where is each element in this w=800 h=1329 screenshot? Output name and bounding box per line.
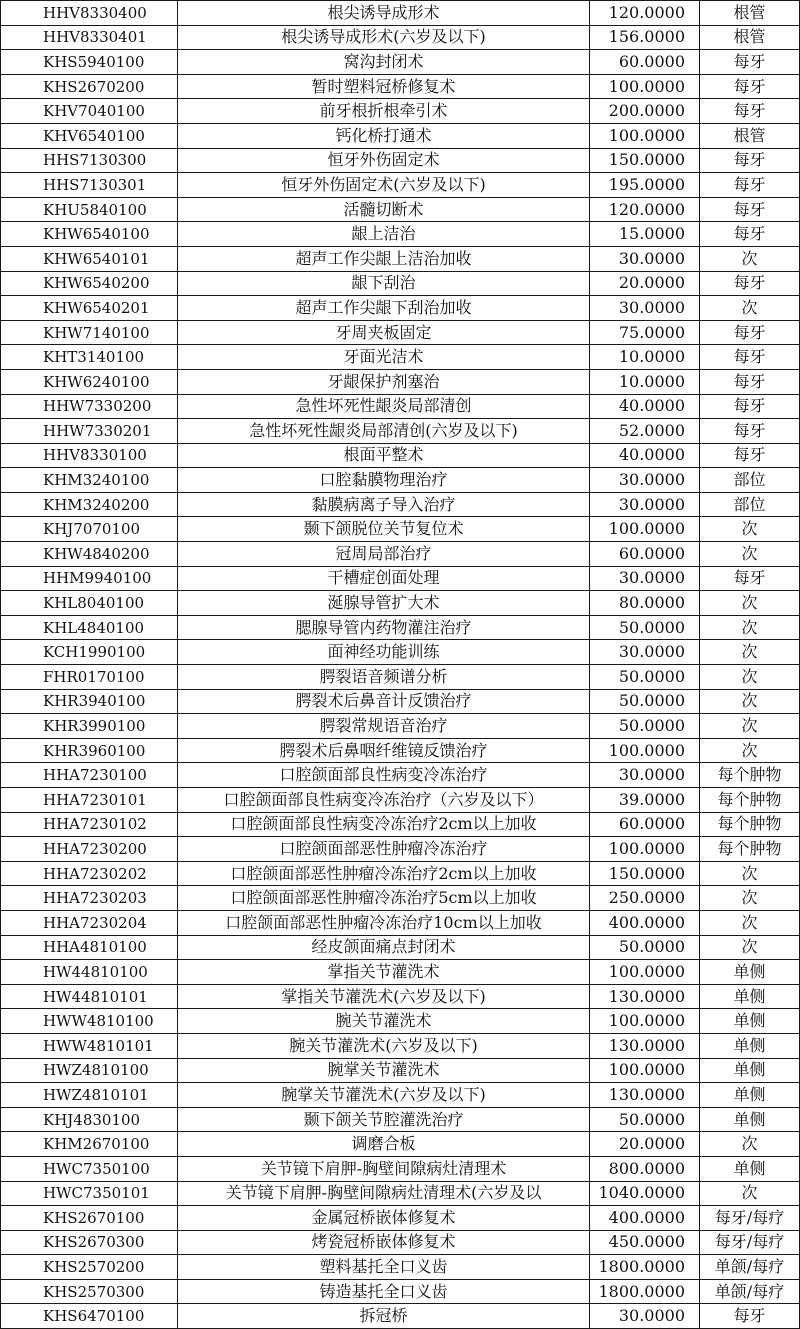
item-unit-cell: 每牙	[700, 419, 800, 444]
item-code-cell: HHA7230200	[1, 837, 178, 862]
table-row	[1, 1, 800, 26]
item-price-cell: 100.0000	[590, 738, 700, 763]
item-unit-cell: 每个肿物	[700, 788, 800, 813]
item-price-cell: 1800.0000	[590, 1279, 700, 1304]
table-row	[1, 542, 800, 567]
item-price-cell: 40.0000	[590, 394, 700, 419]
table-row	[1, 1206, 800, 1231]
item-price-cell: 30.0000	[590, 1304, 700, 1329]
item-price-cell: 39.0000	[590, 788, 700, 813]
item-unit-cell: 根管	[700, 25, 800, 50]
item-unit-cell: 次	[700, 861, 800, 886]
table-row	[1, 74, 800, 99]
item-name-cell: 铸造基托全口义齿	[178, 1279, 590, 1304]
table-row	[1, 197, 800, 222]
table-row	[1, 1255, 800, 1280]
item-name-cell: 口腔颌面部恶性肿瘤冷冻治疗	[178, 837, 590, 862]
item-price-cell: 30.0000	[590, 492, 700, 517]
table-row	[1, 591, 800, 616]
item-price-cell: 30.0000	[590, 763, 700, 788]
table-row	[1, 665, 800, 690]
item-name-cell: 塑料基托全口义齿	[178, 1255, 590, 1280]
item-unit-cell: 每牙/每疗	[700, 1206, 800, 1231]
item-name-cell: 拆冠桥	[178, 1304, 590, 1329]
item-code-cell: KHW6540101	[1, 246, 178, 271]
item-code-cell: KHW7140100	[1, 320, 178, 345]
item-name-cell: 窝沟封闭术	[178, 50, 590, 75]
item-code-cell: HHV8330400	[1, 1, 178, 26]
item-price-cell: 52.0000	[590, 419, 700, 444]
item-price-cell: 100.0000	[590, 960, 700, 985]
item-unit-cell: 单侧	[700, 1083, 800, 1108]
item-price-cell: 150.0000	[590, 148, 700, 173]
item-price-cell: 60.0000	[590, 812, 700, 837]
item-name-cell: 颞下颌脱位关节复位术	[178, 517, 590, 542]
item-code-cell: KHS6470100	[1, 1304, 178, 1329]
item-name-cell: 恒牙外伤固定术	[178, 148, 590, 173]
item-unit-cell: 每牙/每疗	[700, 1230, 800, 1255]
item-code-cell: KHS2670200	[1, 74, 178, 99]
item-unit-cell: 单侧	[700, 1156, 800, 1181]
item-price-cell: 400.0000	[590, 910, 700, 935]
item-code-cell: KHM3240200	[1, 492, 178, 517]
item-unit-cell: 每牙	[700, 271, 800, 296]
item-code-cell: HHS7130300	[1, 148, 178, 173]
table-row	[1, 25, 800, 50]
item-price-cell: 60.0000	[590, 542, 700, 567]
item-unit-cell: 部位	[700, 492, 800, 517]
table-row	[1, 960, 800, 985]
item-unit-cell: 单侧	[700, 1033, 800, 1058]
item-price-cell: 60.0000	[590, 50, 700, 75]
item-code-cell: HHA7230202	[1, 861, 178, 886]
item-unit-cell: 单颌/每疗	[700, 1255, 800, 1280]
table-row	[1, 714, 800, 739]
item-name-cell: 金属冠桥嵌体修复术	[178, 1206, 590, 1231]
table-row	[1, 517, 800, 542]
item-price-cell: 100.0000	[590, 517, 700, 542]
table-row	[1, 615, 800, 640]
item-price-cell: 50.0000	[590, 714, 700, 739]
item-name-cell: 经皮颌面痛点封闭术	[178, 935, 590, 960]
item-price-cell: 100.0000	[590, 1058, 700, 1083]
table-row	[1, 1107, 800, 1132]
item-name-cell: 急性坏死性龈炎局部清创	[178, 394, 590, 419]
item-code-cell: HHV8330401	[1, 25, 178, 50]
table-row	[1, 1304, 800, 1329]
item-code-cell: KHS2570200	[1, 1255, 178, 1280]
item-price-cell: 200.0000	[590, 99, 700, 124]
table-row	[1, 1279, 800, 1304]
item-price-cell: 50.0000	[590, 689, 700, 714]
item-code-cell: KHS2570300	[1, 1279, 178, 1304]
item-price-cell: 120.0000	[590, 197, 700, 222]
item-code-cell: KHW6540201	[1, 296, 178, 321]
table-row	[1, 369, 800, 394]
item-code-cell: HHA7230204	[1, 910, 178, 935]
item-code-cell: KHS2670300	[1, 1230, 178, 1255]
item-price-cell: 120.0000	[590, 1, 700, 26]
item-code-cell: KCH1990100	[1, 640, 178, 665]
item-name-cell: 根尖诱导成形术(六岁及以下)	[178, 25, 590, 50]
item-name-cell: 腭裂常规语音治疗	[178, 714, 590, 739]
item-name-cell: 关节镜下肩胛-胸壁间隙病灶清理术(六岁及以	[178, 1181, 590, 1206]
table-row	[1, 861, 800, 886]
item-code-cell: KHR3940100	[1, 689, 178, 714]
table-row	[1, 320, 800, 345]
item-name-cell: 口腔颌面部良性病变冷冻治疗	[178, 763, 590, 788]
item-name-cell: 腭裂术后鼻咽纤维镜反馈治疗	[178, 738, 590, 763]
item-price-cell: 10.0000	[590, 369, 700, 394]
item-code-cell: KHJ4830100	[1, 1107, 178, 1132]
item-code-cell: KHV6540100	[1, 123, 178, 148]
item-name-cell: 急性坏死性龈炎局部清创(六岁及以下)	[178, 419, 590, 444]
item-price-cell: 10.0000	[590, 345, 700, 370]
item-unit-cell: 单侧	[700, 1058, 800, 1083]
item-name-cell: 涎腺导管扩大术	[178, 591, 590, 616]
item-name-cell: 钙化桥打通术	[178, 123, 590, 148]
item-price-cell: 30.0000	[590, 566, 700, 591]
item-price-cell: 50.0000	[590, 1107, 700, 1132]
item-price-cell: 130.0000	[590, 1033, 700, 1058]
table-row	[1, 492, 800, 517]
item-unit-cell: 次	[700, 910, 800, 935]
item-code-cell: KHL4840100	[1, 615, 178, 640]
item-code-cell: KHR3990100	[1, 714, 178, 739]
item-code-cell: KHW4840200	[1, 542, 178, 567]
item-code-cell: HWC7350100	[1, 1156, 178, 1181]
item-name-cell: 恒牙外伤固定术(六岁及以下)	[178, 173, 590, 198]
item-price-cell: 100.0000	[590, 74, 700, 99]
item-name-cell: 黏膜病离子导入治疗	[178, 492, 590, 517]
item-unit-cell: 次	[700, 517, 800, 542]
item-price-cell: 250.0000	[590, 886, 700, 911]
item-code-cell: HHA7230203	[1, 886, 178, 911]
item-code-cell: HHA7230102	[1, 812, 178, 837]
item-price-cell: 20.0000	[590, 271, 700, 296]
item-name-cell: 口腔黏膜物理治疗	[178, 468, 590, 493]
item-unit-cell: 部位	[700, 468, 800, 493]
item-name-cell: 口腔颌面部良性病变冷冻治疗（六岁及以下）	[178, 788, 590, 813]
item-price-cell: 150.0000	[590, 861, 700, 886]
item-name-cell: 根尖诱导成形术	[178, 1, 590, 26]
table-row	[1, 738, 800, 763]
item-code-cell: HWW4810100	[1, 1009, 178, 1034]
table-row	[1, 443, 800, 468]
item-unit-cell: 单颌/每疗	[700, 1279, 800, 1304]
table-row	[1, 148, 800, 173]
item-unit-cell: 次	[700, 640, 800, 665]
table-row	[1, 1033, 800, 1058]
item-unit-cell: 次	[700, 886, 800, 911]
item-code-cell: HWZ4810101	[1, 1083, 178, 1108]
item-price-cell: 156.0000	[590, 25, 700, 50]
item-name-cell: 超声工作尖龈下刮治加收	[178, 296, 590, 321]
item-code-cell: FHR0170100	[1, 665, 178, 690]
item-price-cell: 80.0000	[590, 591, 700, 616]
item-name-cell: 前牙根折根牵引术	[178, 99, 590, 124]
table-row	[1, 394, 800, 419]
item-price-cell: 400.0000	[590, 1206, 700, 1231]
item-unit-cell: 次	[700, 689, 800, 714]
item-unit-cell: 每个肿物	[700, 837, 800, 862]
item-code-cell: KHS2670100	[1, 1206, 178, 1231]
table-row	[1, 1132, 800, 1157]
table-row	[1, 271, 800, 296]
table-row	[1, 788, 800, 813]
item-price-cell: 20.0000	[590, 1132, 700, 1157]
table-row	[1, 1230, 800, 1255]
item-name-cell: 牙面光洁术	[178, 345, 590, 370]
item-name-cell: 龈下刮治	[178, 271, 590, 296]
item-name-cell: 活髓切断术	[178, 197, 590, 222]
item-unit-cell: 每牙	[700, 443, 800, 468]
table-row	[1, 246, 800, 271]
item-code-cell: KHM3240100	[1, 468, 178, 493]
item-unit-cell: 每牙	[700, 50, 800, 75]
item-price-cell: 100.0000	[590, 1009, 700, 1034]
item-price-cell: 30.0000	[590, 296, 700, 321]
item-price-cell: 195.0000	[590, 173, 700, 198]
item-unit-cell: 每牙	[700, 320, 800, 345]
item-name-cell: 牙周夹板固定	[178, 320, 590, 345]
table-row	[1, 566, 800, 591]
item-code-cell: HHW7330201	[1, 419, 178, 444]
item-name-cell: 掌指关节灌洗术	[178, 960, 590, 985]
item-name-cell: 面神经功能训练	[178, 640, 590, 665]
table-row	[1, 1058, 800, 1083]
table-row	[1, 984, 800, 1009]
item-price-cell: 30.0000	[590, 468, 700, 493]
item-price-cell: 40.0000	[590, 443, 700, 468]
table-row	[1, 763, 800, 788]
item-name-cell: 口腔颌面部恶性肿瘤冷冻治疗5cm以上加收	[178, 886, 590, 911]
item-unit-cell: 每牙	[700, 222, 800, 247]
table-row	[1, 345, 800, 370]
table-row	[1, 837, 800, 862]
item-unit-cell: 次	[700, 935, 800, 960]
item-name-cell: 口腔颌面部恶性肿瘤冷冻治疗2cm以上加收	[178, 861, 590, 886]
item-unit-cell: 根管	[700, 1, 800, 26]
item-code-cell: KHT3140100	[1, 345, 178, 370]
item-name-cell: 口腔颌面部恶性肿瘤冷冻治疗10cm以上加收	[178, 910, 590, 935]
item-name-cell: 干槽症创面处理	[178, 566, 590, 591]
item-unit-cell: 次	[700, 1132, 800, 1157]
item-price-cell: 50.0000	[590, 665, 700, 690]
item-price-cell: 130.0000	[590, 1083, 700, 1108]
table-row	[1, 886, 800, 911]
item-unit-cell: 次	[700, 1181, 800, 1206]
item-price-cell: 75.0000	[590, 320, 700, 345]
item-name-cell: 龈上洁治	[178, 222, 590, 247]
item-code-cell: HHV8330100	[1, 443, 178, 468]
table-row	[1, 910, 800, 935]
item-code-cell: KHV7040100	[1, 99, 178, 124]
item-name-cell: 关节镜下肩胛-胸壁间隙病灶清理术	[178, 1156, 590, 1181]
table-row	[1, 1156, 800, 1181]
table-row	[1, 99, 800, 124]
item-unit-cell: 每牙	[700, 394, 800, 419]
item-name-cell: 超声工作尖龈上洁治加收	[178, 246, 590, 271]
item-unit-cell: 每牙	[700, 74, 800, 99]
item-code-cell: HWW4810101	[1, 1033, 178, 1058]
item-name-cell: 冠周局部治疗	[178, 542, 590, 567]
item-price-cell: 1040.0000	[590, 1181, 700, 1206]
item-code-cell: HHA7230101	[1, 788, 178, 813]
item-code-cell: KHW6240100	[1, 369, 178, 394]
item-price-cell: 15.0000	[590, 222, 700, 247]
item-name-cell: 暂时塑料冠桥修复术	[178, 74, 590, 99]
item-code-cell: HW44810101	[1, 984, 178, 1009]
item-code-cell: KHL8040100	[1, 591, 178, 616]
item-price-cell: 800.0000	[590, 1156, 700, 1181]
item-code-cell: HHA4810100	[1, 935, 178, 960]
item-price-cell: 100.0000	[590, 123, 700, 148]
table-row	[1, 123, 800, 148]
item-price-cell: 1800.0000	[590, 1255, 700, 1280]
fee-table-body	[1, 1, 800, 1329]
item-price-cell: 450.0000	[590, 1230, 700, 1255]
table-row	[1, 812, 800, 837]
item-unit-cell: 每牙	[700, 99, 800, 124]
item-code-cell: KHM2670100	[1, 1132, 178, 1157]
item-unit-cell: 根管	[700, 123, 800, 148]
item-unit-cell: 单侧	[700, 960, 800, 985]
table-row	[1, 173, 800, 198]
item-code-cell: KHJ7070100	[1, 517, 178, 542]
item-price-cell: 30.0000	[590, 246, 700, 271]
item-unit-cell: 每牙	[700, 173, 800, 198]
item-unit-cell: 每个肿物	[700, 763, 800, 788]
item-name-cell: 腮腺导管内药物灌注治疗	[178, 615, 590, 640]
table-row	[1, 468, 800, 493]
item-price-cell: 30.0000	[590, 640, 700, 665]
table-row	[1, 1009, 800, 1034]
item-unit-cell: 每牙	[700, 1304, 800, 1329]
item-name-cell: 腭裂语音频谱分析	[178, 665, 590, 690]
item-unit-cell: 次	[700, 542, 800, 567]
table-row	[1, 640, 800, 665]
item-unit-cell: 每牙	[700, 566, 800, 591]
item-name-cell: 牙龈保护剂塞治	[178, 369, 590, 394]
item-code-cell: HHA7230100	[1, 763, 178, 788]
item-price-cell: 100.0000	[590, 837, 700, 862]
item-code-cell: HWZ4810100	[1, 1058, 178, 1083]
item-unit-cell: 次	[700, 296, 800, 321]
item-price-cell: 130.0000	[590, 984, 700, 1009]
item-name-cell: 腕掌关节灌洗术	[178, 1058, 590, 1083]
table-row	[1, 689, 800, 714]
item-unit-cell: 每牙	[700, 197, 800, 222]
item-unit-cell: 每个肿物	[700, 812, 800, 837]
item-unit-cell: 次	[700, 615, 800, 640]
item-code-cell: KHW6540200	[1, 271, 178, 296]
item-name-cell: 腕掌关节灌洗术(六岁及以下)	[178, 1083, 590, 1108]
item-unit-cell: 单侧	[700, 1107, 800, 1132]
table-row	[1, 50, 800, 75]
item-name-cell: 烤瓷冠桥嵌体修复术	[178, 1230, 590, 1255]
item-code-cell: KHU5840100	[1, 197, 178, 222]
item-unit-cell: 次	[700, 591, 800, 616]
item-unit-cell: 次	[700, 246, 800, 271]
table-row	[1, 1083, 800, 1108]
item-unit-cell: 次	[700, 738, 800, 763]
item-code-cell: KHS5940100	[1, 50, 178, 75]
item-name-cell: 颞下颌关节腔灌洗治疗	[178, 1107, 590, 1132]
table-row	[1, 419, 800, 444]
item-name-cell: 腭裂术后鼻音计反馈治疗	[178, 689, 590, 714]
item-unit-cell: 次	[700, 665, 800, 690]
item-code-cell: HWC7350101	[1, 1181, 178, 1206]
item-unit-cell: 每牙	[700, 345, 800, 370]
item-name-cell: 根面平整术	[178, 443, 590, 468]
item-unit-cell: 单侧	[700, 1009, 800, 1034]
table-row	[1, 935, 800, 960]
item-price-cell: 50.0000	[590, 615, 700, 640]
table-row	[1, 1181, 800, 1206]
item-name-cell: 口腔颌面部良性病变冷冻治疗2cm以上加收	[178, 812, 590, 837]
table-row	[1, 296, 800, 321]
table-row	[1, 222, 800, 247]
item-unit-cell: 单侧	[700, 984, 800, 1009]
item-code-cell: KHW6540100	[1, 222, 178, 247]
item-code-cell: HW44810100	[1, 960, 178, 985]
item-name-cell: 掌指关节灌洗术(六岁及以下)	[178, 984, 590, 1009]
item-price-cell: 50.0000	[590, 935, 700, 960]
item-code-cell: KHR3960100	[1, 738, 178, 763]
item-unit-cell: 每牙	[700, 148, 800, 173]
item-code-cell: HHM9940100	[1, 566, 178, 591]
item-name-cell: 腕关节灌洗术(六岁及以下)	[178, 1033, 590, 1058]
item-code-cell: HHW7330200	[1, 394, 178, 419]
item-unit-cell: 次	[700, 714, 800, 739]
item-code-cell: HHS7130301	[1, 173, 178, 198]
item-unit-cell: 每牙	[700, 369, 800, 394]
item-name-cell: 调磨合板	[178, 1132, 590, 1157]
item-name-cell: 腕关节灌洗术	[178, 1009, 590, 1034]
